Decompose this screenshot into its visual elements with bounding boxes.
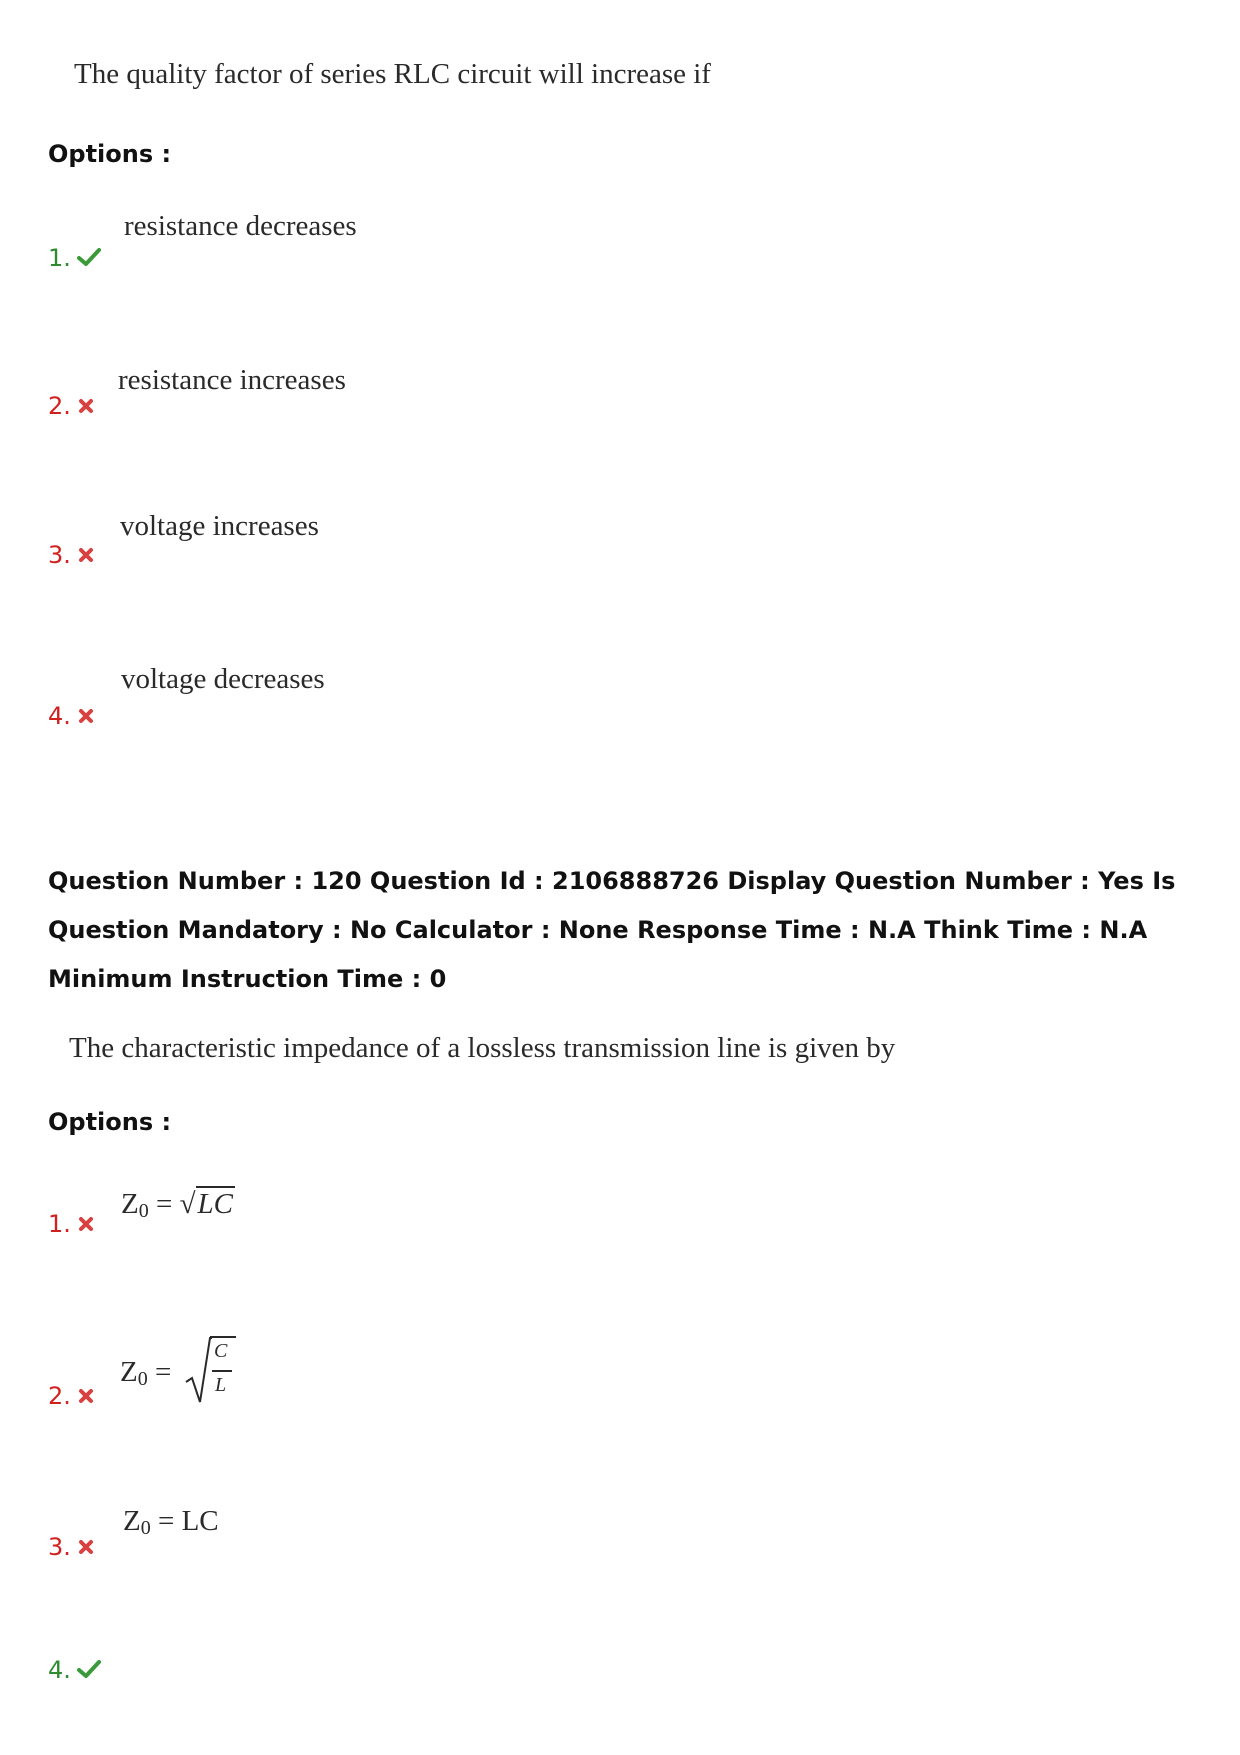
cross-icon [77,1534,95,1562]
question-text: The quality factor of series RLC circuit will increase if [74,58,711,90]
formula: $Z_0$ = LC [123,1505,219,1539]
formula: $Z_0 = √LC$ [121,1188,233,1222]
cross-icon [77,1383,95,1411]
option-number: 2. [48,1382,95,1411]
question-meta: Question Number : 120 Question Id : 2106888726 Display Question Number : Yes Is Question Mandatory : No Calculator : None Response Time : N.A Think Time : N.A Minimum Instruction Time : 0 [48,867,1176,993]
option-number: 4. [48,702,95,731]
cross-icon [77,393,95,421]
option-text: voltage decreases [121,663,325,695]
check-icon [77,245,101,273]
option-number: 1. [48,1210,95,1239]
option-text: resistance decreases [124,210,357,242]
option-number: 1. [48,244,101,273]
sqrt-symbol: √ [179,1188,196,1220]
check-icon [77,1657,101,1685]
cross-icon [77,542,95,570]
option-number: 4. [48,1656,101,1685]
option-number: 3. [48,1533,95,1562]
options-heading: Options : [48,1108,172,1136]
option-number: 3. [48,541,95,570]
cross-icon [77,703,95,731]
option-text: voltage increases [120,510,319,542]
cross-icon [77,1211,95,1239]
question-text: The characteristic impedance of a lossless transmission line is given by [69,1032,896,1064]
options-heading: Options : [48,140,172,168]
option-text: resistance increases [118,364,346,396]
sqrt-symbol [184,1336,212,1406]
option-number: 2. [48,392,95,421]
